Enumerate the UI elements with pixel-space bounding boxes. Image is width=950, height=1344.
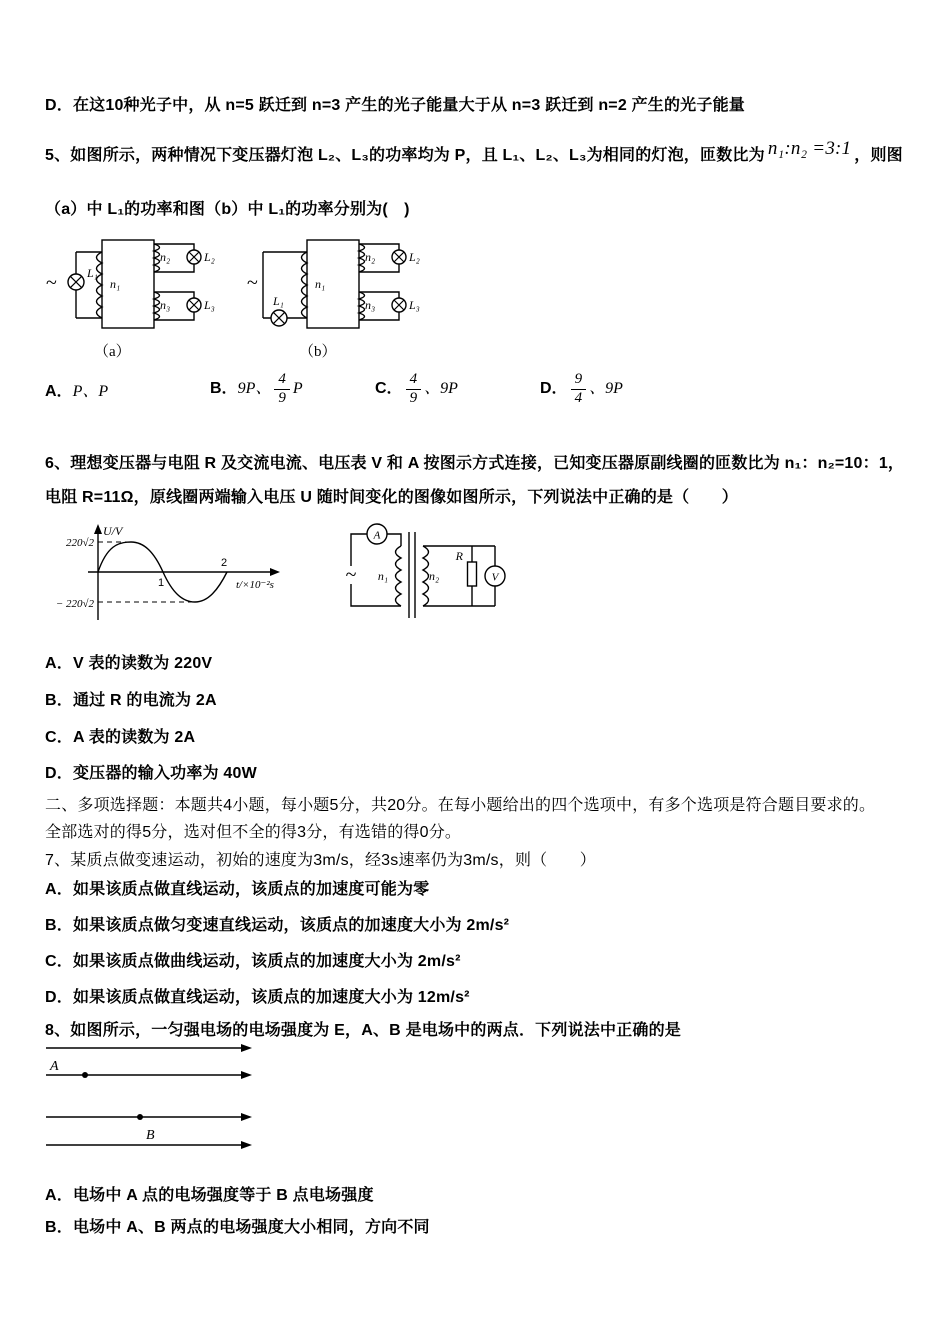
fraction-denominator: 9 [278, 389, 286, 406]
tick-1-label: 1 [158, 577, 165, 589]
arrowhead-icon [241, 1044, 252, 1052]
q6-option-d: D．变压器的输入功率为 40W [45, 765, 257, 782]
q7-option-d: D．如果该质点做直线运动，该质点的加速度大小为 12m/s² [45, 989, 470, 1006]
q7-stem: 7、某质点做变速运动，初始的速度为3m/s，经3s速率仍为3m/s，则（ ） [45, 852, 596, 869]
secondary-coil-n2 [359, 244, 365, 272]
point-a-label: A [50, 1059, 59, 1074]
q6-option-c: C．A 表的读数为 2A [45, 729, 196, 746]
q5-stem-text-end: ，则图 [854, 147, 903, 164]
arrowhead-icon [241, 1113, 252, 1121]
fraction-numerator: 4 [274, 371, 290, 389]
q5-option-c [375, 371, 540, 407]
option-letter: A． [45, 382, 73, 400]
ymax-label: 220√2 [65, 537, 94, 549]
resistor-label: R [455, 549, 463, 563]
n1-label: n₁ [315, 277, 326, 291]
option-value-post: 、9P [589, 380, 623, 398]
ac-source-icon: ~ [247, 272, 258, 294]
ammeter-icon [367, 524, 387, 544]
lamp-l3-icon [187, 298, 201, 312]
fraction-denominator: 9 [409, 389, 418, 406]
n2-label: n₂ [160, 250, 171, 264]
figure-b-caption: （b） [299, 344, 337, 360]
lamp-l3-label: L₃ [409, 298, 420, 312]
fraction [406, 371, 422, 407]
q8-option-b: B．电场中 A、B 两点的电场强度大小相同，方向不同 [45, 1219, 430, 1236]
point-a-dot [82, 1072, 88, 1078]
option-value-post: P [292, 380, 303, 398]
lamp-l1-icon [271, 310, 287, 326]
q7-option-c: C．如果该质点做曲线运动，该质点的加速度大小为 2m/s² [45, 953, 461, 970]
point-b-label: B [146, 1128, 155, 1143]
primary-coil [302, 252, 308, 318]
q5-figures [42, 226, 442, 361]
n2-label: n₂ [429, 569, 440, 583]
ac-source-icon: ~ [345, 564, 357, 586]
transformer-circuit-b-diagram [247, 226, 442, 338]
electric-field-lines-diagram [40, 1038, 275, 1158]
n3-label: n₃ [160, 298, 171, 312]
primary-wires [351, 534, 401, 606]
q5-options [45, 366, 623, 412]
q8-figure [40, 1038, 275, 1158]
tick-2-label: 2 [221, 557, 228, 569]
y-axis-arrow [94, 524, 102, 534]
transformer-measurement-circuit [335, 518, 530, 630]
q4-option-d: D．在这10种光子中，从 n=5 跃迁到 n=3 产生的光子能量大于从 n=3 跃迁到 n=2 产生的光子能量 [45, 97, 745, 114]
lamp-l2-icon [392, 250, 406, 264]
q5-figure-a [42, 226, 237, 361]
q7-option-a: A．如果该质点做直线运动，该质点的加速度可能为零 [45, 881, 430, 898]
ymin-label: − 220√2 [55, 598, 94, 610]
option-value-post: 、9P [424, 380, 458, 398]
q8-stem: 8、如图所示，一匀强电场的电场强度为 E，A、B 是电场中的两点．下列说法中正确的是 [45, 1022, 681, 1039]
q6-stem-line1: 6、理想变压器与电阻 R 及交流电流、电压表 V 和 A 按图示方式连接，已知变压器原副线圈的匝数比为 n₁：n₂=10：1， [45, 455, 905, 472]
svg-text:V: V [491, 571, 499, 584]
x-axis-arrow [270, 568, 280, 576]
transformer-circuit-a-diagram [42, 226, 237, 338]
q7-option-b: B．如果该质点做匀变速直线运动，该质点的加速度大小为 2m/s² [45, 917, 510, 934]
n1-label: n₁ [110, 277, 121, 291]
secondary-coil-n3 [359, 292, 365, 320]
secondary-coil-n3 [154, 292, 160, 320]
q6-option-a: A．V 表的读数为 220V [45, 655, 213, 672]
n3-label: n₃ [365, 298, 376, 312]
wire [76, 252, 102, 318]
point-b-dot [137, 1114, 143, 1120]
q5-option-a [45, 378, 210, 401]
q5-stem-line1 [45, 138, 903, 166]
q5-option-d [540, 371, 623, 407]
fraction-denominator: 4 [574, 389, 583, 406]
section2-instructions-line2: 全部选对的得5分，选对但不全的得3分，有选错的得0分。 [45, 824, 462, 841]
lamp-l3-label: L₃ [204, 298, 215, 312]
lamp-l1-label: L₁ [87, 266, 98, 280]
q5-stem-line2: （a）中 L₁的功率和图（b）中 L₁的功率分别为( ) [45, 201, 410, 218]
ac-source-icon: ~ [46, 272, 57, 294]
fraction-numerator: 9 [571, 371, 587, 389]
fraction-numerator: 4 [406, 371, 422, 389]
resistor [468, 562, 477, 586]
option-letter: C． [375, 380, 403, 398]
fraction [571, 371, 587, 407]
n2-label: n₂ [365, 250, 376, 264]
q5-option-b [210, 371, 375, 407]
lamp-l2-icon [187, 250, 201, 264]
lamp-l2-label: L₂ [204, 250, 215, 264]
q6-option-b: B．通过 R 的电流为 2A [45, 692, 217, 709]
voltage-time-graph [38, 518, 313, 630]
wire [263, 252, 307, 318]
lamp-l3-icon [392, 298, 406, 312]
q5-stem-text: 5、如图所示，两种情况下变压器灯泡 L₂、L₃的功率均为 P，且 L₁、L₂、L₃为相同的灯泡，匝数比为 [45, 147, 765, 164]
transformer-core [409, 532, 415, 618]
arrowhead-icon [241, 1141, 252, 1149]
secondary-coil [423, 546, 429, 606]
fraction [274, 371, 290, 407]
option-letter: B． [210, 380, 238, 398]
n1-label: n₁ [377, 569, 388, 583]
lamp-l2-label: L₂ [409, 250, 420, 264]
primary-coil [396, 546, 402, 606]
secondary-coil-n2 [154, 244, 160, 272]
svg-text:A: A [373, 529, 381, 542]
arrowhead-icon [241, 1071, 252, 1079]
q5-turns-ratio-formula: n₁:n₂ =3:1 [767, 138, 852, 159]
voltmeter-icon [485, 566, 505, 586]
q5-figure-b [247, 226, 442, 361]
q6-figures [38, 518, 530, 630]
section2-instructions-line1: 二、多项选择题：本题共4小题，每小题5分，共20分。在每小题给出的四个选项中，有多个选项是符合题目要求的。 [45, 797, 876, 814]
option-value: P、P [72, 382, 109, 400]
y-axis-label: U/V [103, 524, 123, 538]
q6-stem-line2: 电阻 R=11Ω，原线圈两端输入电压 U 随时间变化的图像如图所示，下列说法中正确的是（ ） [45, 489, 738, 506]
primary-coil [97, 252, 103, 318]
x-axis-label: t/×10⁻²s [236, 579, 274, 591]
lamp-l1-label: L₁ [273, 294, 284, 308]
q8-option-a: A．电场中 A 点的电场强度等于 B 点电场强度 [45, 1187, 374, 1204]
option-value-pre: 9P、 [237, 380, 272, 398]
lamp-l1-icon [68, 274, 84, 290]
option-letter: D． [540, 380, 568, 398]
figure-a-caption: （a） [94, 344, 131, 360]
